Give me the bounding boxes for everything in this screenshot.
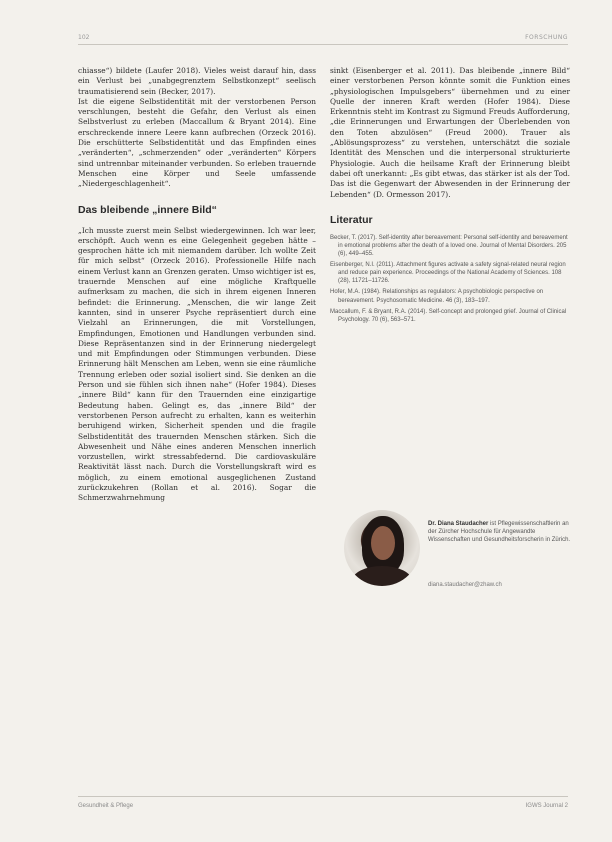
author-name: Dr. Diana Staudacher — [428, 521, 491, 527]
reference-item: Maccallum, F. & Bryant, R.A. (2014). Self-concept and prolonged grief. Journal of Clinical Psychology. 70 (6), 563–571. — [330, 308, 567, 323]
author-bio — [428, 520, 578, 544]
literature-heading: Literatur — [330, 213, 373, 226]
author-portrait — [344, 510, 420, 586]
author-box — [330, 510, 580, 610]
left-column — [78, 66, 316, 504]
author-email[interactable]: diana.staudacher@zhaw.ch — [428, 582, 502, 588]
body-paragraph: „Ich musste zuerst mein Selbst wiedergewinnen. Ich war leer, erschöpft. Auch wenn es eine Gelegenheit gegeben hätte – gesprochen hätte ich mit niemandem darüber. Ich wollte Zeit für mich selbst“ (Orzeck 2016). Professionelle Hilfe nach einem Verlust kann an Grenzen geraten. Umso wichtiger ist es, trauernde Menschen auf eine mögliche Kraftquelle aufmerksam zu machen, die sich in ihrem eigenen Inneren befindet: die Erinnerung. „Menschen, die wir lange Zeit kannten, sind in unserer Psyche repräsentiert durch eine Vielzahl an Erinnerungen, die mit Vorstellungen, Empfindungen, Emotionen und Handlungen verbunden sind. Diese Repräsentanzen sind in der Erinnerung niedergelegt und mit Empfindungen oder Stimmungen verbunden. Diese Erinnerung hält Menschen am Leben, wenn sie eine räumliche Trennung erleben oder sozial isoliert sind. Sie denken an die Person und sie fühlen sich ihnen nahe“ (Hofer 1984). Dieses „innere Bild“ kann für den Trauernden eine einzigartige Bedeutung haben. Gelingt es, das „innere Bild“ der verstorbenen Person aufrecht zu erhalten, kann es weiterhin beruhigend wirken, Sicherheit spenden und die fragile Selbstidentität des trauernden Menschen stärken. Sich die Abwesenheit und Nähe eines anderen Menschen innerlich vorzustellen, wirkt stressabfedernd. Die cardiovaskuläre Reaktivität lässt nach. Durch die Vorstellungskraft wird es möglich, zu einem emotional ausgeglichenen Zustand zurückzukehren (Rollan et al. 2016). Sogar die Schmerzwahrnehmung — [78, 225, 316, 503]
header-rule — [78, 44, 568, 45]
page-number-header: 102 — [78, 34, 90, 41]
section-header: FORSCHUNG — [525, 34, 568, 41]
body-paragraph: Ist die eigene Selbstidentität mit der verstorbenen Person verschlungen, besteht die Gefahr, den Verlust als einen Selbstverlust zu erleben (Maccallum & Bryant 2014). Eine erschreckende innere Leere kann aufbrechen (Orzeck 2016). Die erschütterte Selbstidentität und das Empfinden eines „veränderten“, „schmerzenden“ oder „veränderten“ Körpers sind untrennbar miteinander verbunden. So erleben trauernde Menschen eine Körper und Seele umfassende „Niedergeschlagenheit“. — [78, 96, 316, 189]
author-description: ist Pflegewissenschaftlerin an der Zürcher Hochschule für Angewandte Wissenschaften und Gesundheitsforscherin in Zürich. — [428, 521, 571, 543]
reference-item: Hofer, M.A. (1984). Relationships as regulators: A psychobiologic perspective on bereavement. Psychosomatic Medicine. 46 (3), 183–197. — [330, 289, 544, 304]
footer-right: IGWS Journal 2 — [525, 803, 568, 809]
footer-left: Gesundheit & Pflege — [78, 803, 134, 809]
body-paragraph: chiasse“) bildete (Laufer 2018). Vieles weist darauf hin, dass ein Verlust bei „unabgegrenztem Selbstkonzept“ seelisch traumatisierend sein (Becker, 2017). — [78, 66, 316, 96]
body-paragraph: sinkt (Eisenberger et al. 2011). Das bleibende „innere Bild“ einer verstorbenen Person könnte somit die Funktion eines „physiologischen Impulsgebers“ übernehmen und zu einer Quelle der inneren Kraft werden (Hofer 1984). Diese Erkenntnis steht im Kontrast zu Sigmund Freuds Aufforderung, „die Erinnerungen und Erwartungen der Überlebenden von den Toten abzulösen“ (Freud 2000). Trauer als „Ablösungsprozess“ zu verstehen, unterschätzt die soziale Identität des Menschen und die interpersonal strukturierte Physiologie. Auch die heilsame Kraft der Erinnerung bleibt dabei oft unerkannt: „Es gibt etwas, das stärker ist als der Tod. Das ist die Gegenwart der Abwesenden in der Erinnerung der Lebenden“ (D. Ormesson 2017). — [330, 66, 570, 199]
section-heading: Das bleibende „innere Bild“ — [78, 203, 217, 216]
reference-item: Eisenberger, N.I. (2011). Attachment figures activate a safety signal-related neural region and reduce pain experience. Proceedings of the National Academy of Sciences. 108 (28), 11721–11726. — [330, 262, 566, 285]
right-column — [330, 66, 570, 327]
reference-list — [330, 234, 570, 324]
footer-rule — [78, 796, 568, 797]
reference-item: Becker, T. (2017). Self-identity after bereavement: Personal self-identity and bereavement in emotional problems after the death of a loved one. Journal of Mental Disorders. 205 (6), 449–455. — [330, 234, 568, 258]
